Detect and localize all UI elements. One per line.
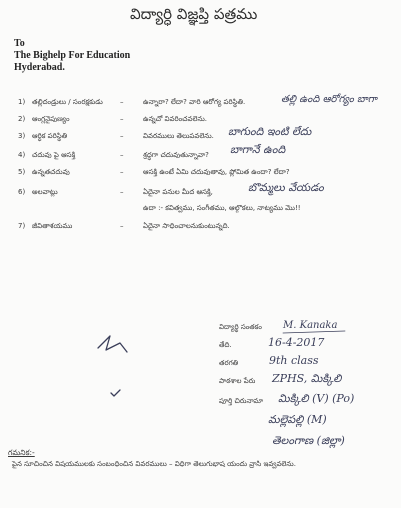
item-number: 3) [18, 132, 26, 140]
item-dash: – [120, 132, 124, 140]
address-label: పూర్తి చిరునామా [219, 397, 264, 405]
item-number: 5) [18, 168, 26, 176]
item-dash: – [120, 115, 124, 123]
item-number: 4) [18, 151, 26, 159]
item-answer-parents: తల్లి ఉంది ఆరోగ్యం బాగా [281, 94, 377, 105]
school-label: పాఠశాల పేరు [219, 377, 256, 385]
item-question-habits: ఏదైనా పనుల మీద ఆసక్తి, [143, 188, 213, 196]
item-number: 1) [18, 98, 26, 106]
item-dash: – [120, 222, 124, 230]
date-label: తేది. [219, 341, 232, 349]
item-label-higher-study: ఉన్నతచదువు [32, 168, 70, 176]
item-label-finance: ఆర్ధిక పరిస్థితి [32, 132, 68, 140]
note-text: పైన సూచించిన విషయములకు సంబంధించిన వివరములు – విధిగా తెలుగుభాష యందు వ్రాసి ఇవ్వవలెను. [12, 460, 296, 468]
item-examples-habits: ఉదా :- కవిత్వము, సంగీతము, ఆల్గొకలు, నాట్యము మొ!! [143, 204, 301, 212]
item-label-interest: చదువు పై ఆసక్తి [32, 151, 76, 159]
address-org: The Bighelp For Education [14, 50, 131, 61]
item-question-ambition: ఏదైనా సాధించాలనుకుంటున్నది. [143, 222, 230, 230]
name-underline [283, 331, 345, 333]
item-number: 7) [18, 222, 26, 230]
item-answer-finance: బాగుంది ఇంటి లేదు [228, 125, 312, 138]
item-question-english: ఉన్నచో వివరించవలెను. [143, 115, 207, 123]
form-title: విద్యార్ధి విజ్ఞప్తి పత్రము [130, 5, 258, 23]
item-label-english: ఆంగ్లనైపుణ్యం [32, 115, 70, 123]
item-question-finance: వివరములు తెలుపవలెను. [143, 132, 214, 140]
date-value: 16-4-2017 [268, 336, 325, 349]
item-label-parents: తల్లిదండ్రులు / సంరక్షకుడు [32, 98, 103, 106]
item-number: 2) [18, 115, 26, 123]
signature-label: విద్యార్థి సంతకం [219, 323, 262, 331]
address-city: Hyderabad. [14, 62, 65, 73]
item-question-interest: శ్రద్ధగా చదువుతున్నావా? [143, 151, 209, 159]
item-question-parents: ఉన్నారా? లేదా? వారి ఆరోగ్య పరిస్థితి. [143, 98, 246, 106]
class-label: తరగతి [219, 359, 239, 367]
handwritten-tick [111, 390, 120, 396]
item-question-higher-study: ఆసక్తి ఉంటే ఏమి చదువుతావు, ప్లోమిత ఉందా? లేదా? [143, 168, 290, 176]
item-dash: – [120, 98, 124, 106]
signature-value: M. Kanaka [283, 320, 338, 331]
item-answer-interest: బాగానే ఉంది [230, 143, 286, 156]
item-label-habits: అలవాట్లు [32, 188, 58, 196]
address-value-line1: మిక్కిలి (V) (Po) [278, 392, 355, 405]
address-to: To [14, 38, 25, 49]
handwritten-scribble [98, 336, 127, 352]
item-number: 6) [18, 188, 26, 196]
school-value: ZPHS, మిక్కిలి [272, 372, 342, 385]
item-dash: – [120, 151, 124, 159]
address-value-line3: తెలంగాణ (జిల్లా) [272, 434, 345, 447]
class-value: 9th class [269, 354, 319, 367]
item-dash: – [120, 188, 124, 196]
item-label-ambition: జీవితాశయము [32, 222, 73, 230]
note-title: గమనిక:- [8, 448, 35, 457]
item-answer-habits: బొమ్మలు వేయడం [248, 181, 324, 194]
address-value-line2: మల్లెపల్లి (M) [268, 413, 327, 426]
item-dash: – [120, 168, 124, 176]
